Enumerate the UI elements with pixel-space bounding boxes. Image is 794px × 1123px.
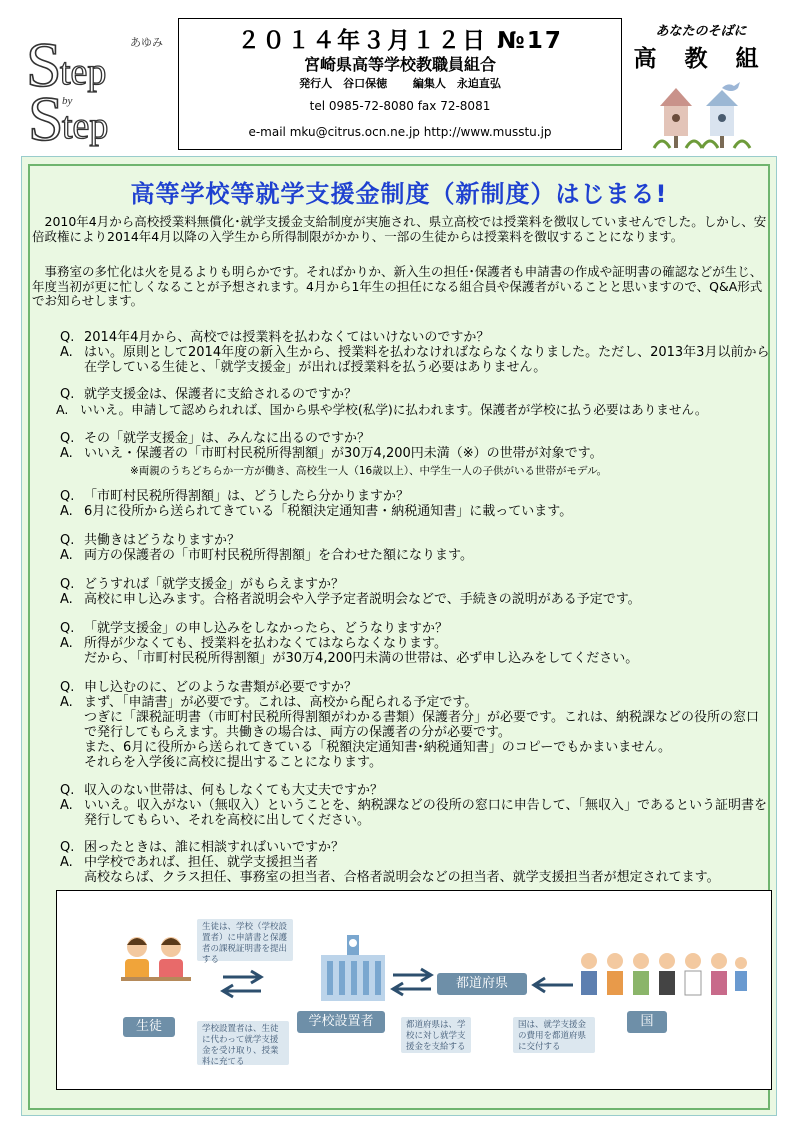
question-text: 「市町村民税所得割額」は、どうしたら分かりますか？	[84, 489, 410, 504]
svg-text:S: S	[28, 83, 64, 150]
q-marker: Q.	[60, 840, 75, 855]
answer-text: それらを入学後に高校に提出することになります。	[84, 755, 382, 770]
a-marker: A.	[60, 345, 73, 360]
answer-text: いいえ・保護者の「市町村民税所得割額」が30万4,200円未満（※）の世帯が対象です。	[84, 446, 603, 461]
answer-text: 高校ならば、クラス担任、事務室の担当者、合格者説明会などの担当者、就学支援担当者が想定されてます。	[84, 870, 720, 885]
q-marker: Q.	[60, 621, 75, 636]
school-operator-note: 学校設置者は、生徒に代わって就学支援金を受け取り、授業料に充てる	[197, 1021, 289, 1065]
school-building-illustration	[313, 935, 393, 1005]
answer-3	[60, 446, 770, 461]
answer-2	[56, 402, 772, 417]
svg-text:tep: tep	[62, 105, 109, 147]
answer-10	[60, 855, 770, 885]
answer-9	[60, 798, 770, 828]
q-marker: Q.	[60, 680, 75, 695]
question-5	[60, 533, 770, 548]
a-marker: A.	[60, 446, 73, 461]
question-3	[60, 431, 770, 446]
a-marker: A.	[60, 548, 73, 563]
q-marker: Q.	[60, 783, 75, 798]
question-2	[60, 387, 770, 402]
contact-phone: tel 0985-72-8080 fax 72-8081	[309, 99, 491, 113]
question-text: 「就学支援金」の申し込みをしなかったら、どうなりますか？	[84, 621, 449, 636]
intro-paragraph-2: 事務室の多忙化は火を見るよりも明らかです。そればかりか、新入生の担任･保護者も申請書の作成や証明書の確認などが生じ、年度当初が更に忙しくなることが予想されます。4月から1年生の担任になる組合員や保護者がいることと思いますので、Q&A形式でお知らせします。	[32, 264, 763, 308]
q-marker: Q.	[60, 489, 75, 504]
question-text: 申し込むのに、どのような書類が必要ですか？	[84, 680, 358, 695]
exchange-arrows-icon	[387, 965, 437, 999]
question-8	[60, 680, 770, 695]
step-by-step-logo	[22, 18, 172, 150]
q-marker: Q.	[60, 387, 75, 402]
left-arrow-icon	[529, 975, 575, 995]
question-4	[60, 489, 770, 504]
answer-text: また、6月に役所から送られてきている「税額決定通知書･納税通知書」のコピーでもかまいません。	[84, 740, 672, 755]
birdhouse-illustration	[650, 74, 760, 150]
student-label: 生徒	[123, 1017, 175, 1037]
prefecture-note: 都道府県は、学校に対し就学支援金を支給する	[401, 1017, 471, 1053]
answer-6	[60, 592, 770, 607]
question-6	[60, 577, 770, 592]
q-marker: Q.	[60, 533, 75, 548]
question-text: 困ったときは、誰に相談すればいいですか？	[84, 840, 345, 855]
q-marker: Q.	[60, 577, 75, 592]
union-tagline: あなたのそばに	[655, 24, 747, 39]
prefecture-label: 都道府県	[437, 973, 527, 995]
svg-text:tep: tep	[60, 51, 107, 93]
a-marker: A.	[60, 504, 73, 519]
support-flow-diagram	[56, 890, 772, 1090]
answer-1	[60, 345, 770, 375]
country-label: 国	[627, 1011, 667, 1033]
answer-7	[60, 636, 770, 666]
question-text: 就学支援金は、保護者に支給されるのですか？	[84, 387, 358, 402]
publisher-line: 発行人 谷口保徳 編集人 永迫直弘	[299, 77, 501, 90]
question-text: 共働きはどうなりますか？	[84, 533, 241, 548]
svg-text:S: S	[26, 29, 62, 100]
union-name: 高 教 組	[633, 46, 769, 72]
question-7	[60, 621, 770, 636]
answer-text: つぎに「課税証明書（市町村民税所得割額がわかる書類）保護者分」が必要です。これは、納税課などの役所の窓口で発行してもらえます。共働きの場合は、両方の保護者の分が必要です。	[84, 710, 759, 740]
school-operator-label: 学校設置者	[297, 1011, 385, 1033]
answer-8	[60, 695, 770, 770]
a-marker: A.	[60, 855, 73, 870]
masthead	[178, 18, 622, 150]
question-text: 収入のない世帯は、何もしなくても大丈夫ですか？	[84, 783, 384, 798]
answer-4	[60, 504, 770, 519]
union-badge	[628, 18, 774, 150]
intro-paragraph-1: 2010年4月から高校授業料無償化･就学支援金支給制度が実施され、県立高校では授業料を徴収していませんでした。しかし、安倍政権により2014年4月以降の入学生から所得制限がかかり、一部の生徒からは授業料を徴収することになります。	[32, 214, 767, 244]
question-1	[60, 330, 770, 345]
citizens-illustration	[577, 951, 747, 1001]
a-marker: A.	[60, 695, 73, 710]
q-marker: Q.	[60, 431, 75, 446]
svg-text:by: by	[62, 95, 73, 107]
answer-text: 高校に申し込みます。合格者説明会や入学予定者説明会などで、手続きの説明がある予定です。	[84, 592, 641, 607]
logo-sub-text: あゆみ	[130, 36, 163, 49]
student-note: 生徒は、学校（学校設置者）に申請書と保護者の課税証明書を提出する	[197, 919, 293, 961]
a-marker: A.	[60, 798, 73, 813]
a-marker: A.	[60, 592, 73, 607]
a-marker: A.	[56, 402, 69, 417]
question-text: 2014年4月から、高校では授業料を払わなくてはいけないのですか？	[84, 330, 490, 345]
contact-email: e-mail mku@citrus.ocn.ne.jp http://www.musstu.jp	[248, 125, 552, 139]
q-marker: Q.	[60, 330, 75, 345]
country-note: 国は、就学支援金の費用を都道府県に交付する	[513, 1017, 595, 1053]
answer-text: 所得が少なくても、授業料を払わなくてはならなくなります。	[84, 636, 447, 651]
answer-text: いいえ。申請して認められれば、国から県や学校(私学)に払われます。保護者が学校に払う必要はありません。	[80, 402, 708, 417]
issue-date: ２０１４年３月１２日 №17	[237, 28, 563, 54]
question-text: どうすれば「就学支援金」がもらえますか？	[84, 577, 345, 592]
answer-text: 中学校であれば、担任、就学支援担当者	[84, 855, 319, 870]
students-illustration	[119, 933, 199, 993]
answer-text: 両方の保護者の「市町村民税所得割額」を合わせた額になります。	[84, 548, 473, 563]
answer-text: まず、「申請書」が必要です。これは、高校から配られる予定です。	[84, 695, 478, 710]
answer-5	[60, 548, 770, 563]
organization-name: 宮崎県高等学校教職員組合	[303, 55, 496, 74]
exchange-arrows-icon	[217, 967, 267, 1001]
a-marker: A.	[60, 636, 73, 651]
answer-text: 6月に役所から送られてきている「税額決定通知書・納税通知書」に載っています。	[84, 504, 573, 519]
question-text: その「就学支援金」は、みんなに出るのですか？	[84, 431, 371, 446]
answer-text: はい。原則として2014年度の新入生から、授業料を払わなければならなくなりました。ただし、2013年3月以前から在学している生徒と、「就学支援金」が出れば授業料を払う必要はありません。	[84, 345, 770, 375]
question-10	[60, 840, 770, 855]
answer-text: だから、「市町村民税所得割額」が30万4,200円未満の世帯は、必ず申し込みをしてください。	[84, 651, 639, 666]
headline: 高等学校等就学支援金制度（新制度）はじまる!	[130, 180, 668, 208]
question-9	[60, 783, 770, 798]
answer-text: いいえ。収入がない（無収入）ということを、納税課などの役所の窓口に申告して、「無収入」であるという証明書を発行してもらい、それを高校に出してください。	[84, 798, 768, 828]
footnote-model-household: ※両親のうちどちらか一方が働き、高校生一人（16歳以上）、中学生一人の子供がいる世帯がモデル。	[130, 465, 608, 477]
